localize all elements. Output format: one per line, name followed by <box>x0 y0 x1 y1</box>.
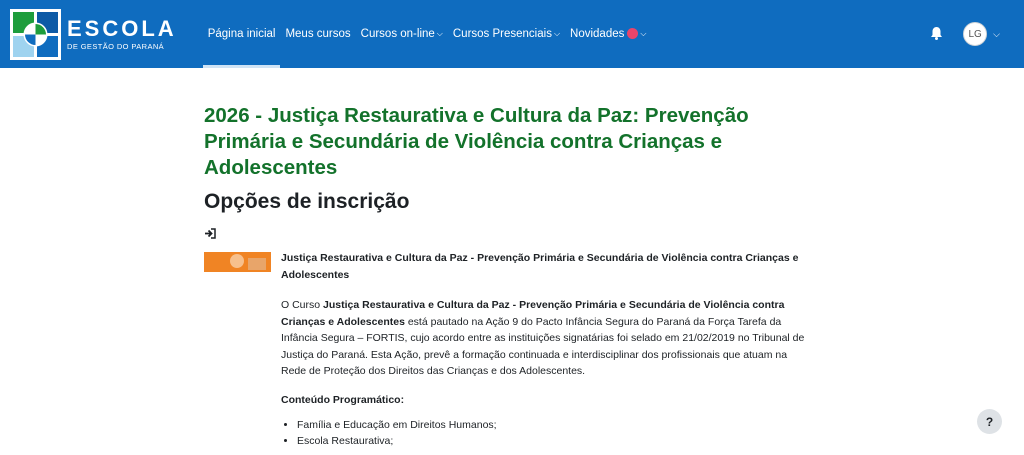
page-title: Opções de inscrição <box>204 190 410 213</box>
content-list <box>281 417 814 449</box>
brand-name: ESCOLA <box>67 15 177 41</box>
chevron-down-icon: ⌵ <box>436 29 443 38</box>
list-item: • Família e Educação em Direitos Humanos; <box>297 417 814 433</box>
nav-item-label: Cursos on-line <box>360 28 435 40</box>
primary-nav <box>203 0 652 68</box>
chevron-down-icon: ⌵ <box>640 29 647 38</box>
list-item: • Escola Restaurativa; <box>297 433 814 449</box>
nav-item-news[interactable] <box>565 0 651 68</box>
brand-subtitle: DE GESTÃO DO PARANÁ <box>67 41 165 51</box>
nav-item-my-courses[interactable] <box>280 0 355 68</box>
chevron-down-icon: ⌵ <box>553 29 561 38</box>
escola-logo-icon <box>10 9 61 60</box>
top-navbar <box>0 0 1024 68</box>
summary-bold: Justiça Restaurativa e Cultura da Paz - Prevenção Primária e Secundária de Violência contra Crianças e Adolescentes <box>281 299 785 328</box>
course-image <box>204 252 271 272</box>
help-button[interactable]: ? <box>977 409 1002 434</box>
notifications-bell-icon[interactable] <box>930 26 943 43</box>
main-content <box>204 103 814 449</box>
site-logo[interactable] <box>10 0 177 68</box>
nav-item-home[interactable] <box>203 0 281 68</box>
course-summary <box>281 297 814 380</box>
emoji-face-icon <box>627 28 638 39</box>
content-heading: Conteúdo Programático: <box>281 393 405 406</box>
summary-rest: está pautado na Ação 9 do Pacto Infância Segura do Paraná da Força Tarefa da Infância Segura – FORTIS, cujo acordo entre as instituições signatárias foi selado em 21/02/2019 no Tribunal de Justiça do Paraná. Esta Ação, prevê a formação continuada e interdisciplinar dos profissionais que atuam na Rede de Proteção dos Direitos das Crianças e dos Adolescentes. <box>281 315 805 377</box>
user-menu-chevron-icon[interactable]: ⌵ <box>993 28 1000 39</box>
nav-item-presential-courses[interactable] <box>448 0 565 68</box>
nav-item-label: Meus cursos <box>285 28 351 40</box>
course-box <box>204 250 814 449</box>
nav-item-label: Cursos Presenciais <box>452 28 552 40</box>
nav-item-online-courses[interactable] <box>356 0 448 68</box>
course-title: 2026 - Justiça Restaurativa e Cultura da Paz: Prevenção Primária e Secundária de Violência contra Crianças e Adolescentes <box>204 104 749 179</box>
summary-prefix: O Curso <box>281 299 324 311</box>
course-name: Justiça Restaurativa e Cultura da Paz - Prevenção Primária e Secundária de Violência contra Crianças e Adolescentes <box>281 252 799 281</box>
sign-in-icon <box>204 228 814 242</box>
nav-item-label: Página inicial <box>207 28 276 40</box>
nav-item-label: Novidades <box>570 28 625 40</box>
user-avatar[interactable]: LG <box>963 22 987 46</box>
